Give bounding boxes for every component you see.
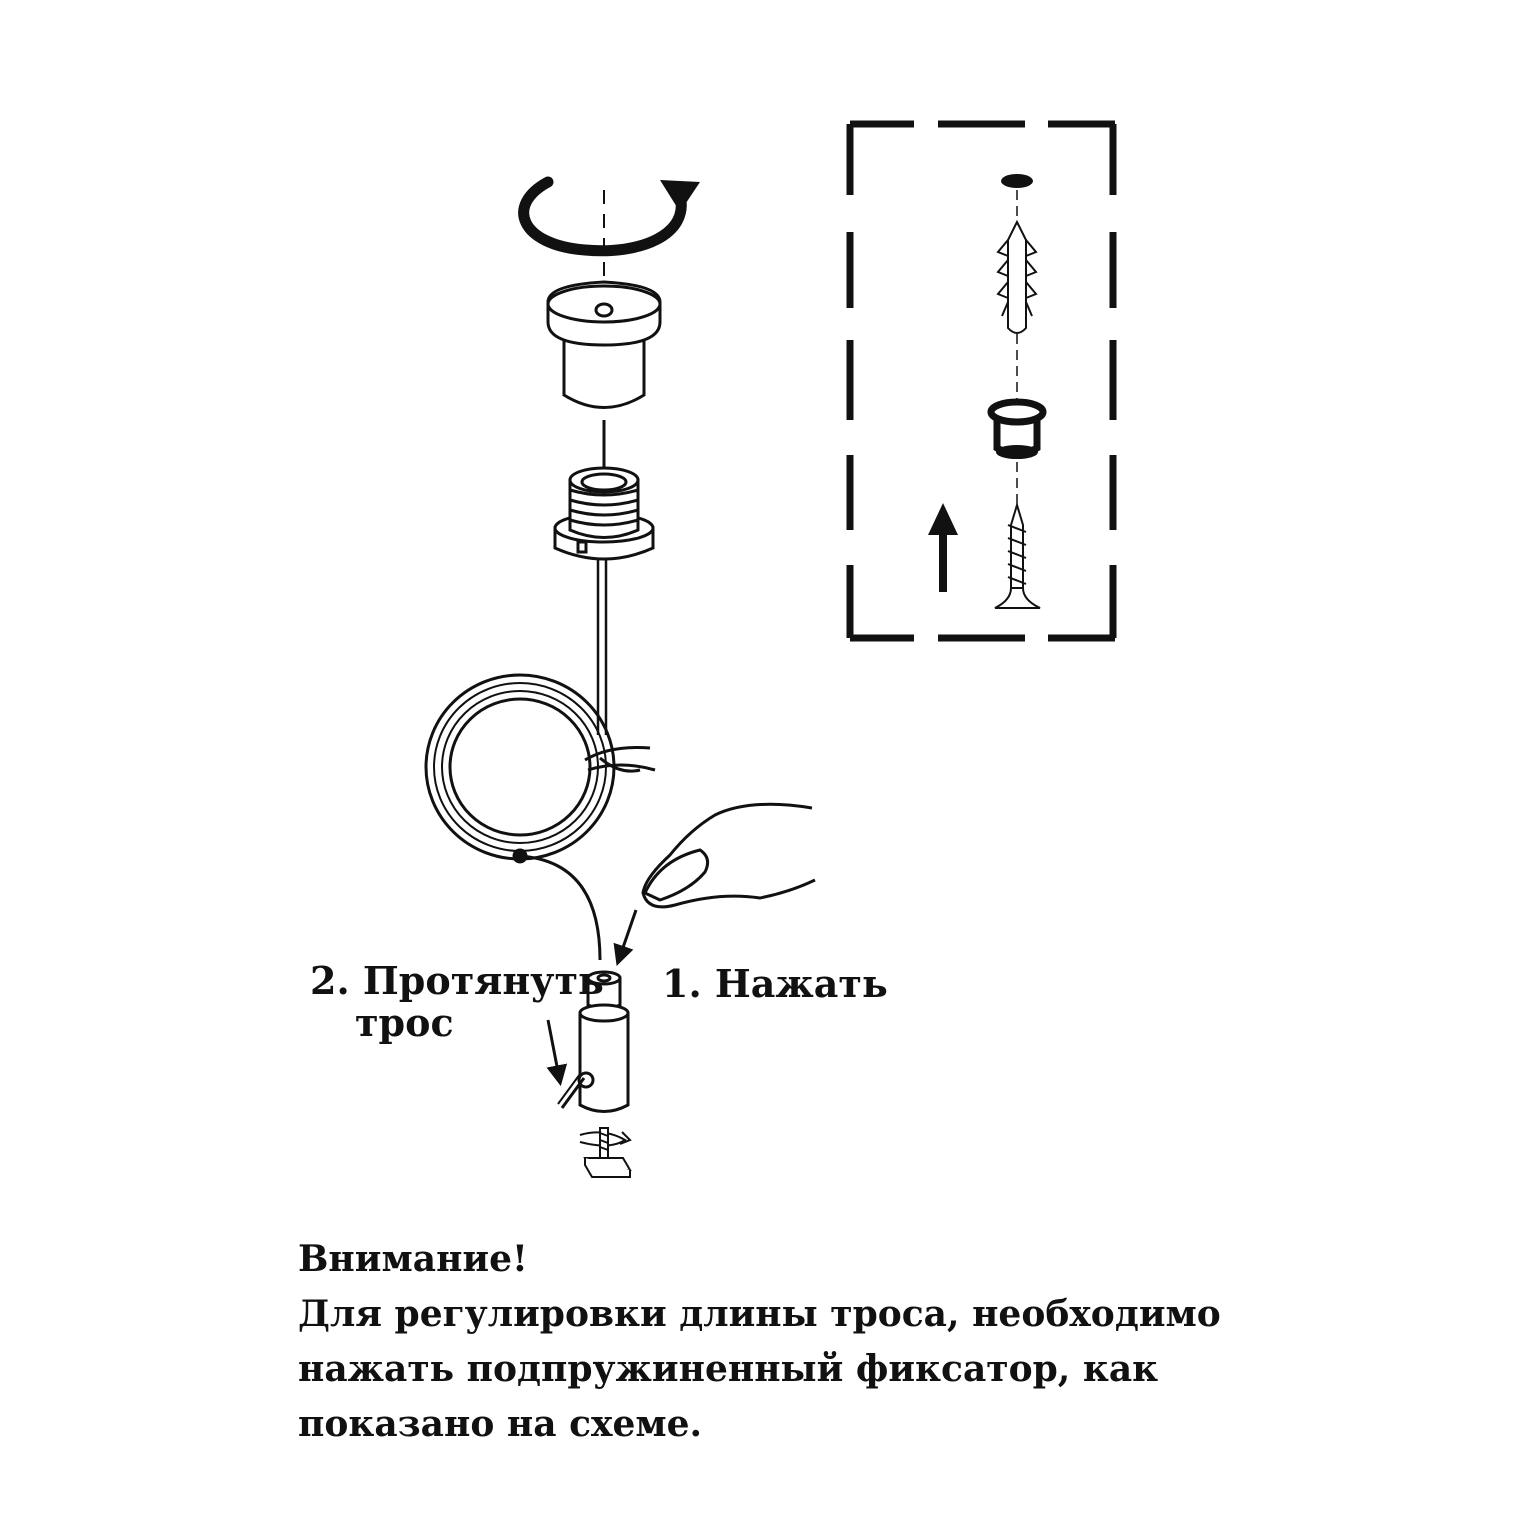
note-line-2: нажать подпружиненный фиксатор, как (298, 1348, 1159, 1390)
bottom-screw-icon (580, 1128, 630, 1177)
canopy-cap (548, 282, 660, 408)
cable-coil-icon (426, 675, 655, 960)
pull-arrow-icon (548, 1020, 560, 1082)
ceiling-hole-icon (1001, 174, 1033, 188)
threaded-mount (555, 468, 653, 559)
note-line-1: Для регулировки длины троса, необходимо (298, 1293, 1221, 1335)
rotate-arrow-icon (524, 180, 700, 251)
note-title: Внимание! (298, 1238, 528, 1280)
attention-note (298, 1232, 1418, 1452)
press-arrow-icon (618, 910, 636, 962)
note-line-3: показано на схеме. (298, 1403, 703, 1445)
inset-assembly (928, 174, 1043, 608)
step-pull-label-line2: трос (355, 1000, 454, 1045)
arrow-up-icon (928, 503, 958, 592)
inset-frame (850, 124, 1115, 638)
step-pull-label-line1: 2. Протянуть (310, 958, 604, 1003)
step-press-label: 1. Нажать (662, 961, 888, 1006)
canopy-small-icon (991, 402, 1043, 458)
hand-press-icon (643, 804, 815, 907)
wall-plug-icon (998, 222, 1036, 333)
cable-line (598, 560, 606, 735)
screw-icon (995, 505, 1040, 608)
